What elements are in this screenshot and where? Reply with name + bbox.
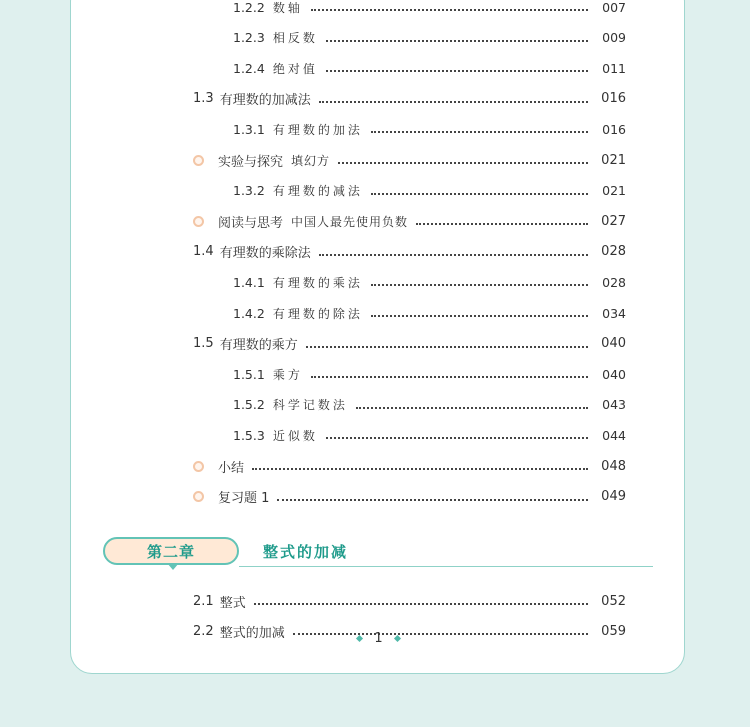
toc-entry-subtitle: 中国人最先使用负数 [291, 214, 409, 229]
toc-entry-page: 028 [601, 244, 626, 260]
toc-entry-number: 1.2.3 [233, 30, 265, 46]
dot-leader [319, 254, 588, 256]
dot-leader [338, 162, 588, 164]
toc-entry-title: 相反数 [272, 31, 318, 46]
toc-entry[interactable] [233, 363, 626, 385]
toc-entry-title: 有理数的乘法 [272, 275, 363, 290]
toc-entry-number: 2.1 [193, 593, 214, 609]
left-diamond-icon [356, 635, 363, 642]
dot-leader [252, 468, 588, 470]
toc-entry[interactable] [233, 424, 626, 446]
dot-leader [306, 346, 588, 348]
toc-entry[interactable] [233, 271, 626, 293]
bullet-icon [193, 155, 204, 166]
toc-entry[interactable] [193, 241, 626, 263]
toc-entry-page: 028 [602, 274, 626, 290]
bullet-icon [193, 216, 204, 227]
chapter-label-tab [103, 537, 239, 565]
toc-entry-title: 数轴 [272, 0, 303, 15]
toc-entry-number: 1.5.2 [233, 397, 265, 413]
toc-entry-title: 实验与探究 [218, 154, 284, 170]
toc-entry-title: 有理数的加减法 [219, 93, 311, 109]
toc-entry-number: 1.5.3 [233, 427, 265, 443]
toc-entry-title: 小结 [218, 460, 245, 476]
toc-entry-page: 027 [601, 213, 626, 229]
toc-entry-title: 有理数的乘方 [219, 338, 298, 354]
toc-entry[interactable] [233, 57, 626, 79]
toc-entry-page: 016 [601, 91, 626, 107]
chapter-label: 第二章 [146, 542, 195, 561]
toc-entry-page: 007 [602, 0, 626, 15]
toc-entry-title: 整式的加减 [219, 625, 285, 641]
toc-entry-page: 040 [602, 366, 626, 382]
dot-leader [371, 193, 588, 195]
page-number: 1 [374, 631, 383, 646]
toc-entry-number: 1.3 [193, 91, 214, 107]
chapter-title: 整式的加减 [263, 543, 349, 561]
toc-entry[interactable] [193, 486, 626, 508]
dot-leader [326, 70, 588, 72]
toc-entry-title: 整式 [219, 595, 246, 611]
toc-page [70, 0, 685, 674]
toc-entry[interactable] [193, 590, 626, 612]
toc-entry-page: 049 [601, 489, 626, 505]
toc-entry[interactable] [193, 149, 626, 171]
dot-leader [277, 499, 588, 501]
toc-entry-title: 近似数 [272, 428, 318, 443]
toc-entry[interactable] [233, 302, 626, 324]
toc-entry-number: 1.5 [193, 336, 214, 352]
dot-leader [311, 376, 588, 378]
toc-entry-page: 059 [601, 623, 626, 639]
chapter-underline [239, 566, 653, 567]
toc-entry-page: 034 [602, 305, 626, 321]
dot-leader [326, 437, 588, 439]
toc-entry-page: 021 [602, 183, 626, 199]
chapter-header [103, 537, 663, 577]
toc-entry[interactable] [233, 0, 626, 18]
toc-entry-page: 048 [601, 458, 626, 474]
dot-leader [371, 315, 588, 317]
toc-entry-title: 有理数的乘除法 [219, 246, 311, 262]
toc-entry[interactable] [193, 455, 626, 477]
right-diamond-icon [394, 635, 401, 642]
toc-entry-number: 1.3.2 [233, 183, 265, 199]
page-footer [71, 631, 686, 646]
toc-entry[interactable] [233, 27, 626, 49]
dot-leader [356, 407, 588, 409]
toc-entry-page: 011 [602, 60, 626, 76]
toc-entry-title: 乘方 [272, 367, 303, 382]
dot-leader [319, 101, 588, 103]
toc-entry-number: 1.2.2 [233, 0, 265, 15]
dot-leader [371, 284, 588, 286]
toc-entry-title: 复习题 1 [218, 491, 270, 507]
toc-entry-page: 044 [602, 427, 626, 443]
dot-leader [416, 223, 588, 225]
toc-entry-page: 040 [601, 336, 626, 352]
toc-entry-title: 绝对值 [272, 61, 318, 76]
toc-entry[interactable] [193, 210, 626, 232]
toc-entry[interactable] [233, 394, 626, 416]
toc-entry-page: 016 [602, 121, 626, 137]
toc-entry-number: 1.3.1 [233, 121, 265, 137]
dot-leader [311, 9, 588, 11]
dot-leader [254, 603, 588, 605]
toc-entry-page: 052 [601, 593, 626, 609]
dot-leader [371, 131, 588, 133]
toc-entry-subtitle: 填幻方 [291, 153, 331, 168]
dot-leader [326, 40, 588, 42]
toc-entry-number: 1.2.4 [233, 60, 265, 76]
toc-entry-title: 有理数的减法 [272, 184, 363, 199]
toc-entry-number: 1.4.2 [233, 305, 265, 321]
toc-entry-number: 1.5.1 [233, 366, 265, 382]
chapter-tab-pointer [167, 563, 179, 570]
toc-entry-number: 1.4 [193, 244, 214, 260]
bullet-icon [193, 491, 204, 502]
toc-entry[interactable] [233, 118, 626, 140]
toc-entry-number: 2.2 [193, 623, 214, 639]
toc-entry-title: 科学记数法 [272, 398, 348, 413]
toc-entry-page: 043 [602, 397, 626, 413]
toc-entry-title: 有理数的加法 [272, 122, 363, 137]
toc-entry[interactable] [193, 88, 626, 110]
toc-entry-title: 阅读与思考 [218, 215, 284, 231]
toc-entry[interactable] [233, 180, 626, 202]
toc-entry-page: 021 [601, 152, 626, 168]
toc-entry-number: 1.4.1 [233, 274, 265, 290]
bullet-icon [193, 461, 204, 472]
toc-entry-title: 有理数的除法 [272, 306, 363, 321]
toc-entry-page: 009 [602, 30, 626, 46]
toc-entry[interactable] [193, 333, 626, 355]
